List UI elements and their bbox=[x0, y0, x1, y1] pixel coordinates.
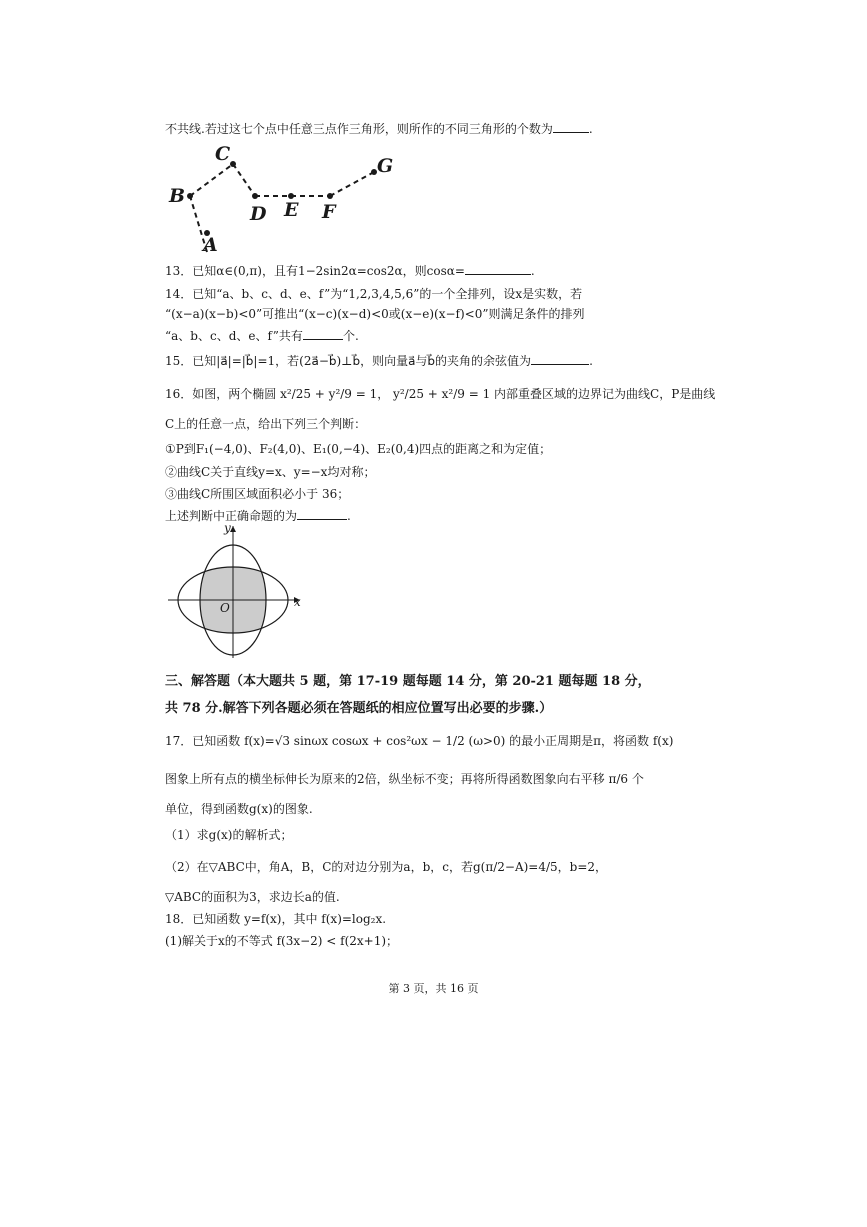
points-figure bbox=[160, 140, 410, 255]
q12-text-end: . bbox=[588, 122, 593, 136]
point-d bbox=[252, 193, 258, 199]
q13: 13．已知α∈(0,π)，且有1−2sin2α=cos2α，则cosα= . bbox=[165, 264, 535, 278]
q15-text: 15．已知|a⃗|=|b⃗|=1，若(2a⃗−b⃗)⊥b⃗，则向量a⃗与b⃗的夹角的余弦值为 bbox=[165, 354, 532, 368]
q16-judgement1: ①P到F₁(−4,0)、F₂(4,0)、E₁(0,−4)、E₂(0,4)四点的距离之和为定值； bbox=[165, 442, 552, 456]
q14-line3-text: “a、b、c、d、e、f”共有 bbox=[165, 329, 303, 343]
q18-line2: (1)解关于x的不等式 f(3x−2) < f(2x+1)； bbox=[165, 934, 399, 948]
label-d: D bbox=[250, 203, 267, 225]
page-footer: 第 3 页，共 16 页 bbox=[388, 982, 479, 995]
label-g: G bbox=[377, 155, 394, 177]
q14-line2: “(x−a)(x−b)<0”可推出“(x−c)(x−d)<0或(x−e)(x−f)<0”则满足条件的排列 bbox=[165, 307, 585, 321]
label-c: C bbox=[215, 143, 231, 165]
q16-question: 上述判断中正确命题的为 . bbox=[165, 509, 351, 523]
q17-part2: （2）在▽ABC中，角A，B，C的对边分别为a，b，c，若g(π/2−A)=4/5，b=2， bbox=[165, 860, 608, 874]
label-e: E bbox=[284, 199, 299, 221]
answer-blank bbox=[303, 327, 343, 340]
answer-blank bbox=[297, 507, 347, 520]
origin-label: O bbox=[220, 601, 230, 615]
label-f: F bbox=[322, 201, 336, 223]
point-b bbox=[187, 193, 193, 199]
q16-line1: 16．如图，两个椭圆 x²/25 + y²/9 = 1， y²/25 + x²/9 = 1 内部重叠区域的边界记为曲线C，P是曲线 bbox=[165, 387, 716, 401]
q16-question-text: 上述判断中正确命题的为 bbox=[165, 509, 298, 523]
q14-line3-end: 个. bbox=[342, 329, 359, 343]
point-c bbox=[230, 161, 236, 167]
label-a: A bbox=[203, 234, 218, 255]
answer-blank bbox=[465, 262, 531, 275]
section3-heading-line1: 三、解答题（本大题共 5 题，第 17-19 题每题 14 分，第 20-21 题每题 18 分， bbox=[165, 674, 651, 689]
x-axis-label: x bbox=[294, 595, 301, 609]
answer-blank bbox=[531, 352, 589, 365]
label-b: B bbox=[169, 185, 186, 207]
y-arrow-icon bbox=[230, 526, 236, 532]
q17-line1: 17．已知函数 f(x)=√3 sinωx cosωx + cos²ωx − 1/2 (ω>0) 的最小正周期是π，将函数 f(x) bbox=[165, 734, 674, 748]
q18-line1: 18．已知函数 y=f(x)，其中 f(x)=log₂x. bbox=[165, 912, 387, 926]
q13-text: 13．已知α∈(0,π)，且有1−2sin2α=cos2α，则cosα= bbox=[165, 264, 465, 278]
q12-text bbox=[165, 120, 593, 137]
section3-heading-line2: 共 78 分.解答下列各题必须在答题纸的相应位置写出必要的步骤.） bbox=[165, 701, 553, 716]
y-axis-label: y bbox=[224, 521, 231, 535]
q12-text-body: 不共线.若过这七个点中任意三点作三角形，则所作的不同三角形的个数为 bbox=[165, 122, 553, 136]
q16-judgement2: ②曲线C关于直线y=x、y=−x均对称； bbox=[165, 465, 376, 479]
q17-line3: 单位，得到函数g(x)的图象. bbox=[165, 802, 313, 816]
q17-part2-cont: ▽ABC的面积为3，求边长a的值. bbox=[165, 890, 340, 904]
q14-line3 bbox=[165, 327, 359, 344]
point-f bbox=[327, 193, 333, 199]
answer-blank bbox=[553, 120, 589, 133]
q16-line2: C上的任意一点，给出下列三个判断： bbox=[165, 417, 367, 431]
q17-part1: （1）求g(x)的解析式； bbox=[165, 828, 293, 842]
q16-judgement3: ③曲线C所围区域面积必小于 36； bbox=[165, 487, 350, 501]
q14-line1: 14．已知“a、b、c、d、e、f”为“1,2,3,4,5,6”的一个全排列，设x是实数，若 bbox=[165, 287, 583, 301]
q15: 15．已知|a⃗|=|b⃗|=1，若(2a⃗−b⃗)⊥b⃗，则向量a⃗与b⃗的夹角的余弦值为 . bbox=[165, 354, 593, 368]
q17-line2: 图象上所有点的横坐标伸长为原来的2倍，纵坐标不变；再将所得函数图象向右平移 π/6 个 bbox=[165, 772, 644, 786]
ellipses-figure bbox=[160, 520, 310, 660]
